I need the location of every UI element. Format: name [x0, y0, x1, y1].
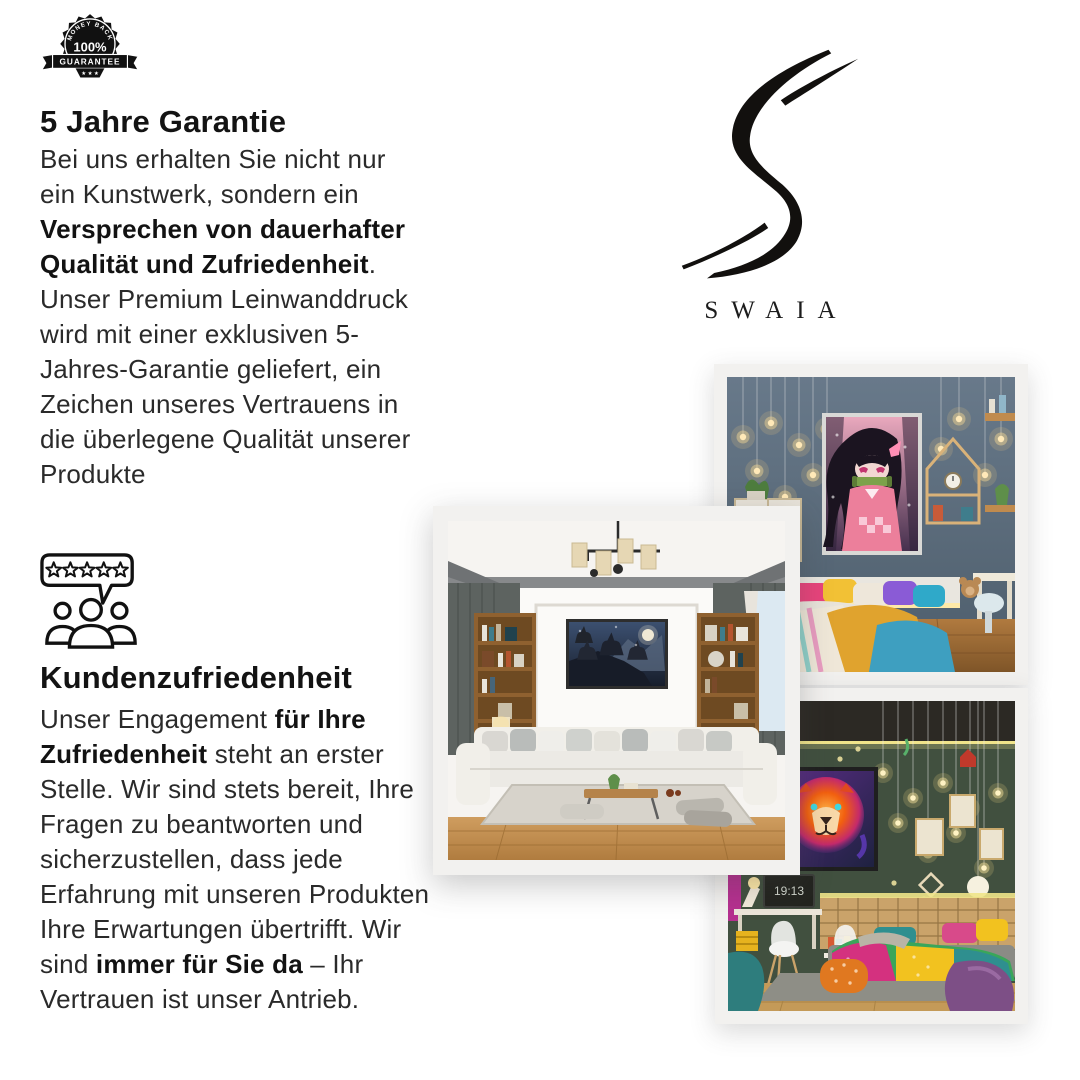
badge-stars: ★ ★ ★	[81, 71, 99, 78]
money-back-guarantee-seal-icon	[42, 12, 138, 95]
swaia-s-mark	[680, 46, 860, 284]
badge-ribbon-text: GUARANTEE	[59, 57, 121, 67]
brand-wordmark: SWAIA	[704, 297, 849, 324]
badge-percent-text: 100%	[73, 39, 107, 55]
satisfaction-paragraph: Unser Engagement für Ihre Zufriedenheit steht an erster Stelle. Wir sind stets bereit, Ihre Fragen zu beantworten und sicherzustellen, dass jede Erfahrung mit unseren Produkten Ihre Erwartungen übertrifft. Wir sind immer für Sie da – Ihr Vertrauen ist unser Antrieb.	[40, 704, 430, 1014]
brand-logo	[650, 46, 890, 325]
customers-five-star-icon	[40, 551, 142, 651]
guarantee-paragraph: Bei uns erhalten Sie nicht nur ein Kunstwerk, sondern ein Versprechen von dauerhafter Qualität und Zufriedenheit. Unser Premium Leinwanddruck wird mit einer exklusiven 5-Jahres-Garantie geliefert, ein Zeichen unseres Vertrauens in die überlegene Qualität unserer Produkte	[40, 144, 411, 489]
badge-arc-text: MONEY BACK	[66, 20, 114, 42]
photo-card-living-room	[433, 506, 800, 875]
guarantee-heading: 5 Jahre Garantie	[40, 104, 287, 139]
living-room-wolves-canvas-photo	[448, 521, 785, 860]
satisfaction-heading: Kundenzufriedenheit	[40, 660, 353, 695]
monitor-clock-text: 19:13	[773, 884, 805, 898]
